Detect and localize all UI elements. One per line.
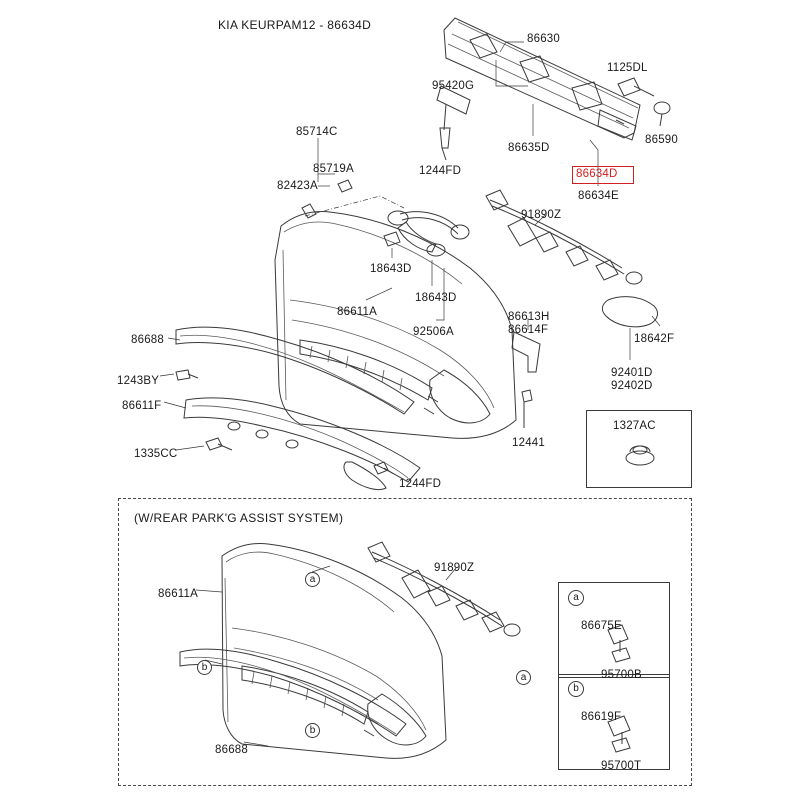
part-label-85719A[interactable]: 85719A xyxy=(313,163,354,175)
part-label-86613H[interactable]: 86613H xyxy=(508,311,550,323)
sub-part-label-95700B[interactable]: 95700B xyxy=(601,669,642,681)
callout-a-2[interactable]: a xyxy=(516,670,531,685)
part-label-95420G[interactable]: 95420G xyxy=(432,80,475,92)
diagram-title: KIA KEURPAM12 - 86634D xyxy=(218,18,372,32)
sub-part-label-86619F[interactable]: 86619F xyxy=(581,711,622,723)
part-label-92506A[interactable]: 92506A xyxy=(413,326,454,338)
part-label-18642F[interactable]: 18642F xyxy=(634,333,675,345)
part-label-91890Z[interactable]: 91890Z xyxy=(521,209,562,221)
part-label-1125DL[interactable]: 1125DL xyxy=(607,62,648,74)
part-label-1327AC[interactable]: 1327AC xyxy=(613,420,656,432)
part-label-1335CC[interactable]: 1335CC xyxy=(134,448,178,460)
sub-part-label-91890Z[interactable]: 91890Z xyxy=(434,562,475,574)
sub-section-title: (W/REAR PARK'G ASSIST SYSTEM) xyxy=(134,511,344,525)
callout-a-1[interactable]: a xyxy=(305,572,320,587)
part-label-86611A[interactable]: 86611A xyxy=(337,306,377,318)
part-label-1243BY[interactable]: 1243BY xyxy=(117,375,160,387)
part-label-1244FD-2[interactable]: 1244FD xyxy=(399,478,442,490)
part-label-18643D-2[interactable]: 18643D xyxy=(415,292,457,304)
part-label-12441[interactable]: 12441 xyxy=(512,437,545,449)
part-label-86611F[interactable]: 86611F xyxy=(122,400,162,412)
callout-b-2[interactable]: b xyxy=(305,723,320,738)
part-label-86688[interactable]: 86688 xyxy=(131,334,164,346)
callout-b-1[interactable]: b xyxy=(197,660,212,675)
part-label-86590[interactable]: 86590 xyxy=(645,134,678,146)
part-label-86634E[interactable]: 86634E xyxy=(578,190,619,202)
part-label-86635D[interactable]: 86635D xyxy=(508,142,550,154)
sub-part-label-86611A[interactable]: 86611A xyxy=(158,588,198,600)
sub-part-label-86688[interactable]: 86688 xyxy=(215,744,248,756)
part-label-18643D-1[interactable]: 18643D xyxy=(370,263,412,275)
part-label-82423A[interactable]: 82423A xyxy=(277,180,318,192)
sub-part-label-95700T[interactable]: 95700T xyxy=(601,760,642,772)
part-label-86630[interactable]: 86630 xyxy=(527,33,560,45)
label-highlighted-part[interactable]: 86634D xyxy=(576,168,618,180)
legend-callout-b[interactable]: b xyxy=(568,681,584,697)
legend-callout-a[interactable]: a xyxy=(568,590,584,606)
sub-part-label-86675E[interactable]: 86675E xyxy=(581,620,622,632)
part-label-85714C[interactable]: 85714C xyxy=(296,126,338,138)
part-label-86614F[interactable]: 86614F xyxy=(508,324,549,336)
part-label-92402D[interactable]: 92402D xyxy=(611,380,653,392)
part-label-92401D[interactable]: 92401D xyxy=(611,367,653,379)
part-label-1244FD[interactable]: 1244FD xyxy=(419,165,462,177)
